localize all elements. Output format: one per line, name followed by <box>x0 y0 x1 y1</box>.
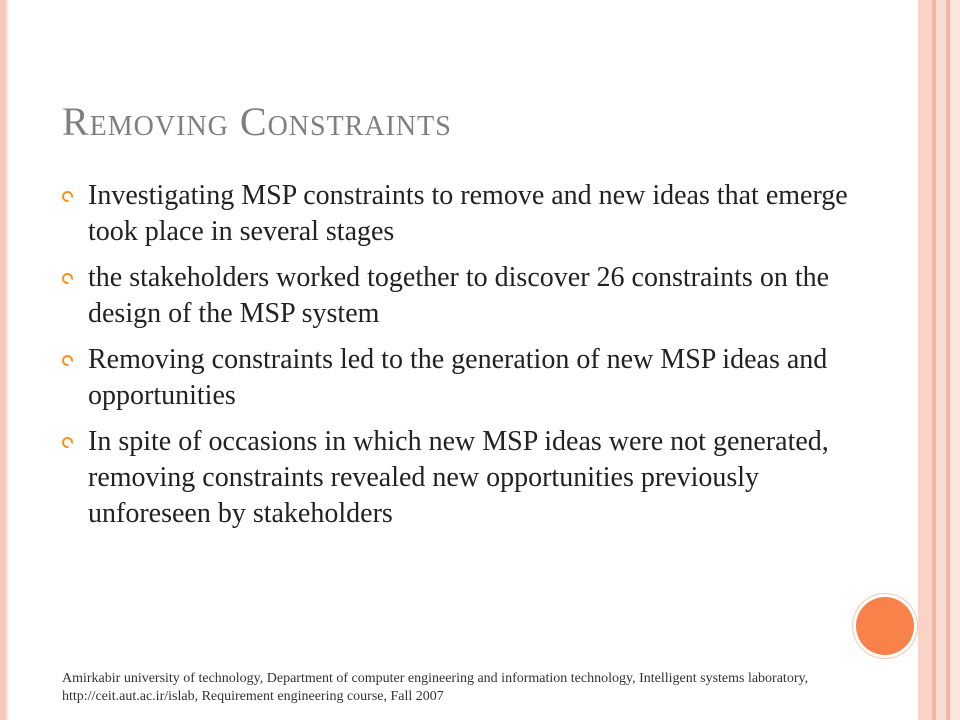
right-stripe <box>936 0 946 720</box>
slide-footer: Amirkabir university of technology, Department of computer engineering and information technology, Intelligent systems laboratory, http://ceit.aut.ac.ir/islab, Requirement engineering course, Fall 2007 <box>62 671 809 704</box>
bullet-item <box>62 178 852 250</box>
bullet-text: Investigating MSP constraints to remove and new ideas that emerge took place in several stages <box>88 180 848 247</box>
bullet-ring-icon <box>62 355 73 366</box>
slide-title: Removing Constraints <box>62 99 452 144</box>
left-border-inner <box>6 0 8 720</box>
right-stripe <box>950 0 960 720</box>
bullet-item <box>62 424 852 532</box>
bullet-ring-icon <box>62 437 73 448</box>
decorative-circle <box>856 597 914 655</box>
bullet-ring-icon <box>62 273 73 284</box>
bullet-text: In spite of occasions in which new MSP ideas were not generated, removing constraints revealed new opportunities previously unforeseen by stakeholders <box>88 426 829 529</box>
right-stripe <box>918 0 932 720</box>
bullet-text: Removing constraints led to the generation of new MSP ideas and opportunities <box>88 344 828 411</box>
bullet-ring-icon <box>62 191 73 202</box>
bullet-item <box>62 342 852 414</box>
bullet-list <box>62 178 852 542</box>
bullet-text: the stakeholders worked together to discover 26 constraints on the design of the MSP system <box>88 262 830 329</box>
bullet-item <box>62 260 852 332</box>
